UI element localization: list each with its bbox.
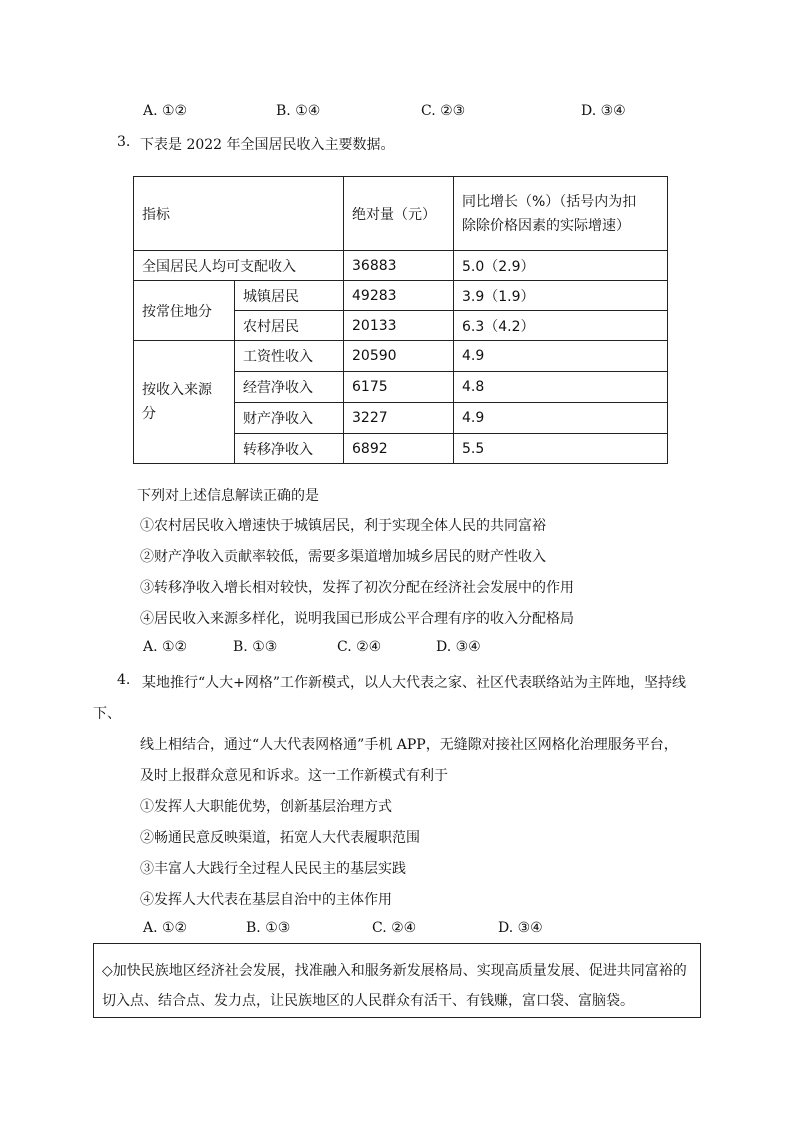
q4-option-d: D. ③④ bbox=[498, 920, 543, 936]
q4-number: 4. bbox=[117, 672, 131, 688]
q3-item-3: ③转移净收入增长相对较快，发挥了初次分配在经济社会发展中的作用 bbox=[140, 580, 574, 596]
q4-item-1: ①发挥人大职能优势，创新基层治理方式 bbox=[140, 799, 392, 815]
urban-growth: 3.9（1.9） bbox=[454, 281, 668, 311]
property-label: 财产净收入 bbox=[235, 403, 344, 434]
urban-label: 城镇居民 bbox=[235, 281, 344, 311]
note-box bbox=[93, 943, 701, 1018]
table-row bbox=[134, 281, 668, 311]
table-header-growth-line2: 除除价格因素的实际增速） bbox=[462, 217, 630, 234]
q4-stem-line4: 及时上报群众意见和诉求。这一工作新模式有利于 bbox=[140, 768, 448, 784]
q3-number: 3. bbox=[117, 134, 131, 150]
urban-abs: 49283 bbox=[344, 281, 454, 311]
group-residence: 按常住地分 bbox=[134, 281, 235, 341]
table-header-growth-line1: 同比增长（%）（括号内为扣 bbox=[462, 193, 637, 210]
wage-growth: 4.9 bbox=[454, 341, 668, 372]
row-total-label: 全国居民人均可支配收入 bbox=[134, 251, 344, 281]
group-source bbox=[134, 341, 235, 464]
rural-growth: 6.3（4.2） bbox=[454, 311, 668, 341]
q3-option-b: B. ①③ bbox=[233, 639, 278, 655]
property-abs: 3227 bbox=[344, 403, 454, 434]
rural-abs: 20133 bbox=[344, 311, 454, 341]
q3-option-a: A. ①② bbox=[143, 639, 188, 655]
property-growth: 4.9 bbox=[454, 403, 668, 434]
row-total-abs: 36883 bbox=[344, 251, 454, 281]
q2-option-a: A. ①② bbox=[143, 103, 188, 119]
business-label: 经营净收入 bbox=[235, 372, 344, 403]
q3-stem: 下表是 2022 年全国居民收入主要数据。 bbox=[140, 137, 395, 153]
transfer-growth: 5.5 bbox=[454, 434, 668, 464]
rural-label: 农村居民 bbox=[235, 311, 344, 341]
q4-stem-line1: 某地推行“人大+网格”工作新模式，以人大代表之家、社区代表联络站为主阵地，坚持线 bbox=[142, 675, 687, 691]
q4-item-2: ②畅通民意反映渠道，拓宽人大代表履职范围 bbox=[140, 830, 420, 846]
row-total-growth: 5.0（2.9） bbox=[454, 251, 668, 281]
q4-stem-line3: 线上相结合，通过“人大代表网格通”手机 APP，无缝隙对接社区网格化治理服务平台， bbox=[140, 737, 678, 753]
note-box-line1: ◇加快民族地区经济社会发展，找准融入和服务新发展格局、实现高质量发展、促进共同富裕的 bbox=[102, 963, 687, 979]
q4-item-3: ③丰富人大践行全过程人民民主的基层实践 bbox=[140, 861, 406, 877]
q4-stem-line2: 下、 bbox=[93, 706, 121, 722]
q4-item-4: ④发挥人大代表在基层自治中的主体作用 bbox=[140, 892, 392, 908]
wage-abs: 20590 bbox=[344, 341, 454, 372]
q4-option-b: B. ①③ bbox=[246, 920, 291, 936]
income-data-table bbox=[133, 176, 668, 464]
q3-item-2: ②财产净收入贡献率较低，需要多渠道增加城乡居民的财产性收入 bbox=[140, 549, 546, 565]
table-header-indicator: 指标 bbox=[134, 177, 344, 251]
business-abs: 6175 bbox=[344, 372, 454, 403]
business-growth: 4.8 bbox=[454, 372, 668, 403]
transfer-label: 转移净收入 bbox=[235, 434, 344, 464]
q4-option-c: C. ②④ bbox=[372, 920, 417, 936]
table-row bbox=[134, 251, 668, 281]
note-box-line2: 切入点、结合点、发力点，让民族地区的人民群众有活干、有钱赚，富口袋、富脑袋。 bbox=[102, 993, 634, 1009]
group-source-line1: 按收入来源 bbox=[142, 382, 212, 398]
q2-option-b: B. ①④ bbox=[276, 103, 321, 119]
q3-item-4: ④居民收入来源多样化，说明我国已形成公平合理有序的收入分配格局 bbox=[140, 611, 574, 627]
q2-option-d: D. ③④ bbox=[581, 103, 626, 119]
wage-label: 工资性收入 bbox=[235, 341, 344, 372]
q3-option-d: D. ③④ bbox=[436, 639, 481, 655]
q3-prompt: 下列对上述信息解读正确的是 bbox=[137, 488, 319, 504]
table-header-absolute: 绝对量（元） bbox=[344, 177, 454, 251]
table-header-growth bbox=[454, 177, 668, 251]
group-source-line2: 分 bbox=[142, 406, 156, 422]
q4-option-a: A. ①② bbox=[143, 920, 188, 936]
table-row bbox=[134, 341, 668, 372]
q3-option-c: C. ②④ bbox=[337, 639, 382, 655]
q3-item-1: ①农村居民收入增速快于城镇居民，利于实现全体人民的共同富裕 bbox=[140, 518, 546, 534]
transfer-abs: 6892 bbox=[344, 434, 454, 464]
q2-option-c: C. ②③ bbox=[421, 103, 466, 119]
